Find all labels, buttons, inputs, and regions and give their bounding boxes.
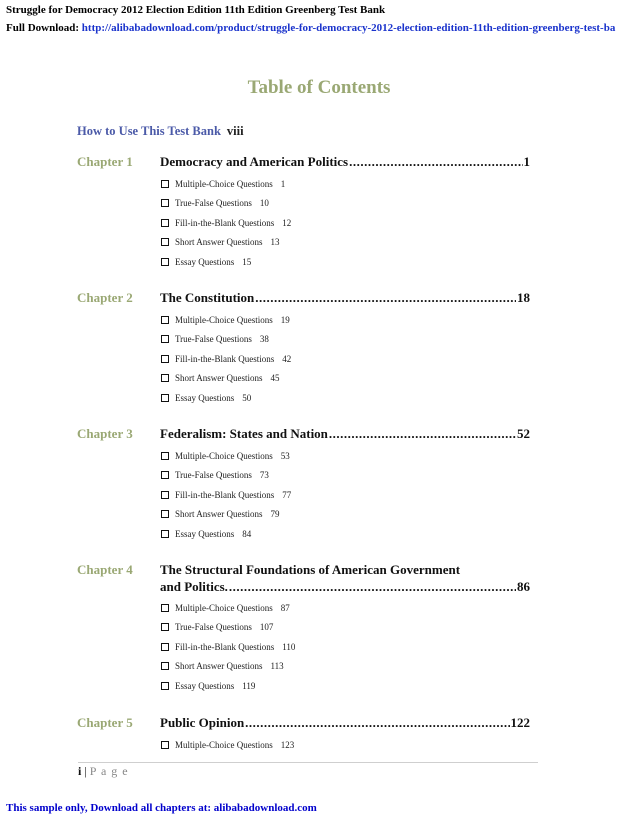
chapter-title[interactable] (160, 426, 530, 443)
chapter-title-text: The Constitution (160, 290, 255, 305)
section-name: Multiple-Choice Questions (175, 739, 273, 750)
section-item[interactable] (161, 676, 295, 696)
chapter-title-line (160, 154, 530, 171)
page-number-sep: | (81, 764, 90, 778)
chapter-label: Chapter 1 (77, 154, 133, 169)
checkbox-bullet-icon (161, 604, 169, 612)
section-name: True-False Questions (175, 470, 252, 481)
section-item[interactable] (161, 657, 295, 677)
section-page: 123 (280, 739, 295, 750)
section-name: Fill-in-the-Blank Questions (175, 489, 275, 500)
dot-leader (349, 154, 522, 170)
download-line (6, 22, 638, 34)
checkbox-bullet-icon (161, 530, 169, 538)
section-name: Essay Questions (175, 680, 235, 691)
section-page: 13 (270, 237, 280, 248)
section-page: 38 (259, 334, 269, 345)
section-page: 84 (242, 528, 252, 539)
section-page: 42 (282, 353, 292, 364)
chapter-title[interactable] (160, 715, 530, 732)
section-name: Short Answer Questions (175, 661, 263, 672)
chapter-page: 1 (523, 154, 530, 169)
chapter-title[interactable] (160, 290, 530, 307)
section-list (161, 174, 291, 272)
section-item[interactable] (161, 252, 291, 272)
checkbox-bullet-icon (161, 491, 169, 499)
section-name: True-False Questions (175, 334, 252, 345)
section-item[interactable] (161, 485, 291, 505)
checkbox-bullet-icon (161, 643, 169, 651)
section-list (161, 598, 295, 696)
section-name: True-False Questions (175, 198, 252, 209)
section-page: 119 (242, 680, 256, 691)
section-item[interactable] (161, 310, 291, 330)
chapter-title-text: The Structural Foundations of American Government (160, 562, 461, 577)
section-name: Fill-in-the-Blank Questions (175, 217, 275, 228)
section-name: Essay Questions (175, 256, 235, 267)
chapter-page: 52 (517, 426, 530, 441)
section-item[interactable] (161, 174, 291, 194)
download-banner[interactable]: This sample only, Download all chapters at: alibabadownload.com (6, 802, 317, 814)
chapter-title-text: Public Opinion (160, 715, 245, 730)
checkbox-bullet-icon (161, 238, 169, 246)
section-name: Multiple-Choice Questions (175, 450, 273, 461)
howto-label: How to Use This Test Bank (77, 124, 221, 138)
download-prefix: Full Download: (6, 22, 82, 34)
dot-leader (229, 579, 516, 595)
section-name: Fill-in-the-Blank Questions (175, 353, 275, 364)
chapter-page: 122 (510, 715, 530, 730)
section-name: Multiple-Choice Questions (175, 178, 273, 189)
section-page: 110 (282, 641, 296, 652)
checkbox-bullet-icon (161, 374, 169, 382)
toc-heading: Table of Contents (247, 77, 391, 98)
chapter-title[interactable] (160, 154, 530, 171)
section-item[interactable] (161, 330, 291, 350)
chapter-label: Chapter 5 (77, 715, 133, 730)
section-item[interactable] (161, 194, 291, 214)
checkbox-bullet-icon (161, 623, 169, 631)
section-page: 19 (280, 314, 290, 325)
checkbox-bullet-icon (161, 452, 169, 460)
section-item[interactable] (161, 505, 291, 525)
checkbox-bullet-icon (161, 662, 169, 670)
section-page: 45 (270, 373, 280, 384)
checkbox-bullet-icon (161, 355, 169, 363)
section-name: Multiple-Choice Questions (175, 314, 273, 325)
chapter-title-text: Democracy and American Politics (160, 154, 349, 169)
page-word: P a g e (89, 764, 129, 778)
checkbox-bullet-icon (161, 741, 169, 749)
section-page: 79 (270, 509, 280, 520)
section-item[interactable] (161, 213, 291, 233)
dot-leader (245, 715, 509, 731)
chapter-title-text: and Politics. (160, 579, 228, 594)
checkbox-bullet-icon (161, 180, 169, 188)
page-number (78, 764, 129, 779)
chapter-page: 86 (517, 579, 530, 594)
section-page: 113 (270, 661, 284, 672)
section-list (161, 735, 294, 755)
section-page: 50 (242, 392, 252, 403)
chapter-label: Chapter 2 (77, 290, 133, 305)
section-list (161, 446, 291, 544)
chapter-title-line (160, 426, 530, 443)
checkbox-bullet-icon (161, 335, 169, 343)
chapter-title-line (160, 562, 530, 579)
section-item[interactable] (161, 618, 295, 638)
checkbox-bullet-icon (161, 510, 169, 518)
section-item[interactable] (161, 349, 291, 369)
document-header-title: Struggle for Democracy 2012 Election Edition 11th Edition Greenberg Test Bank (6, 4, 386, 16)
chapter-label: Chapter 3 (77, 426, 133, 441)
section-page: 77 (282, 489, 292, 500)
section-page: 10 (259, 198, 269, 209)
section-name: Essay Questions (175, 528, 235, 539)
chapter-title-line (160, 579, 530, 596)
section-item[interactable] (161, 369, 291, 389)
download-link[interactable]: http://alibabadownload.com/product/struggle-for-democracy-2012-election-edition-11th-edition-greenberg-test-ba (81, 22, 616, 34)
checkbox-bullet-icon (161, 394, 169, 402)
section-page: 87 (280, 602, 290, 613)
section-page: 1 (280, 178, 286, 189)
section-name: Short Answer Questions (175, 509, 263, 520)
section-name: Multiple-Choice Questions (175, 602, 273, 613)
chapter-label: Chapter 4 (77, 562, 133, 577)
chapter-title-line (160, 290, 530, 307)
section-item[interactable] (161, 598, 295, 618)
section-page: 107 (259, 622, 274, 633)
section-page: 53 (280, 450, 290, 461)
section-item[interactable] (161, 637, 295, 657)
section-page: 73 (259, 470, 269, 481)
section-page: 15 (242, 256, 252, 267)
section-name: Essay Questions (175, 392, 235, 403)
section-list (161, 310, 291, 408)
section-name: Short Answer Questions (175, 373, 263, 384)
howto-page: viii (226, 124, 244, 138)
footer-divider (78, 762, 538, 763)
section-item[interactable] (161, 233, 291, 253)
checkbox-bullet-icon (161, 471, 169, 479)
section-page: 12 (282, 217, 292, 228)
section-item[interactable] (161, 735, 294, 755)
checkbox-bullet-icon (161, 258, 169, 266)
dot-leader (255, 290, 516, 306)
section-item[interactable] (161, 466, 291, 486)
howto-entry[interactable] (77, 124, 244, 139)
checkbox-bullet-icon (161, 219, 169, 227)
chapter-title[interactable] (160, 562, 530, 596)
section-item[interactable] (161, 388, 291, 408)
chapter-title-text: Federalism: States and Nation (160, 426, 328, 441)
page-number-roman: i (78, 764, 82, 778)
checkbox-bullet-icon (161, 682, 169, 690)
checkbox-bullet-icon (161, 316, 169, 324)
checkbox-bullet-icon (161, 199, 169, 207)
chapter-title-line (160, 715, 530, 732)
section-name: True-False Questions (175, 622, 252, 633)
section-item[interactable] (161, 524, 291, 544)
section-item[interactable] (161, 446, 291, 466)
chapter-page: 18 (517, 290, 530, 305)
dot-leader (329, 426, 516, 442)
section-name: Short Answer Questions (175, 237, 263, 248)
section-name: Fill-in-the-Blank Questions (175, 641, 275, 652)
